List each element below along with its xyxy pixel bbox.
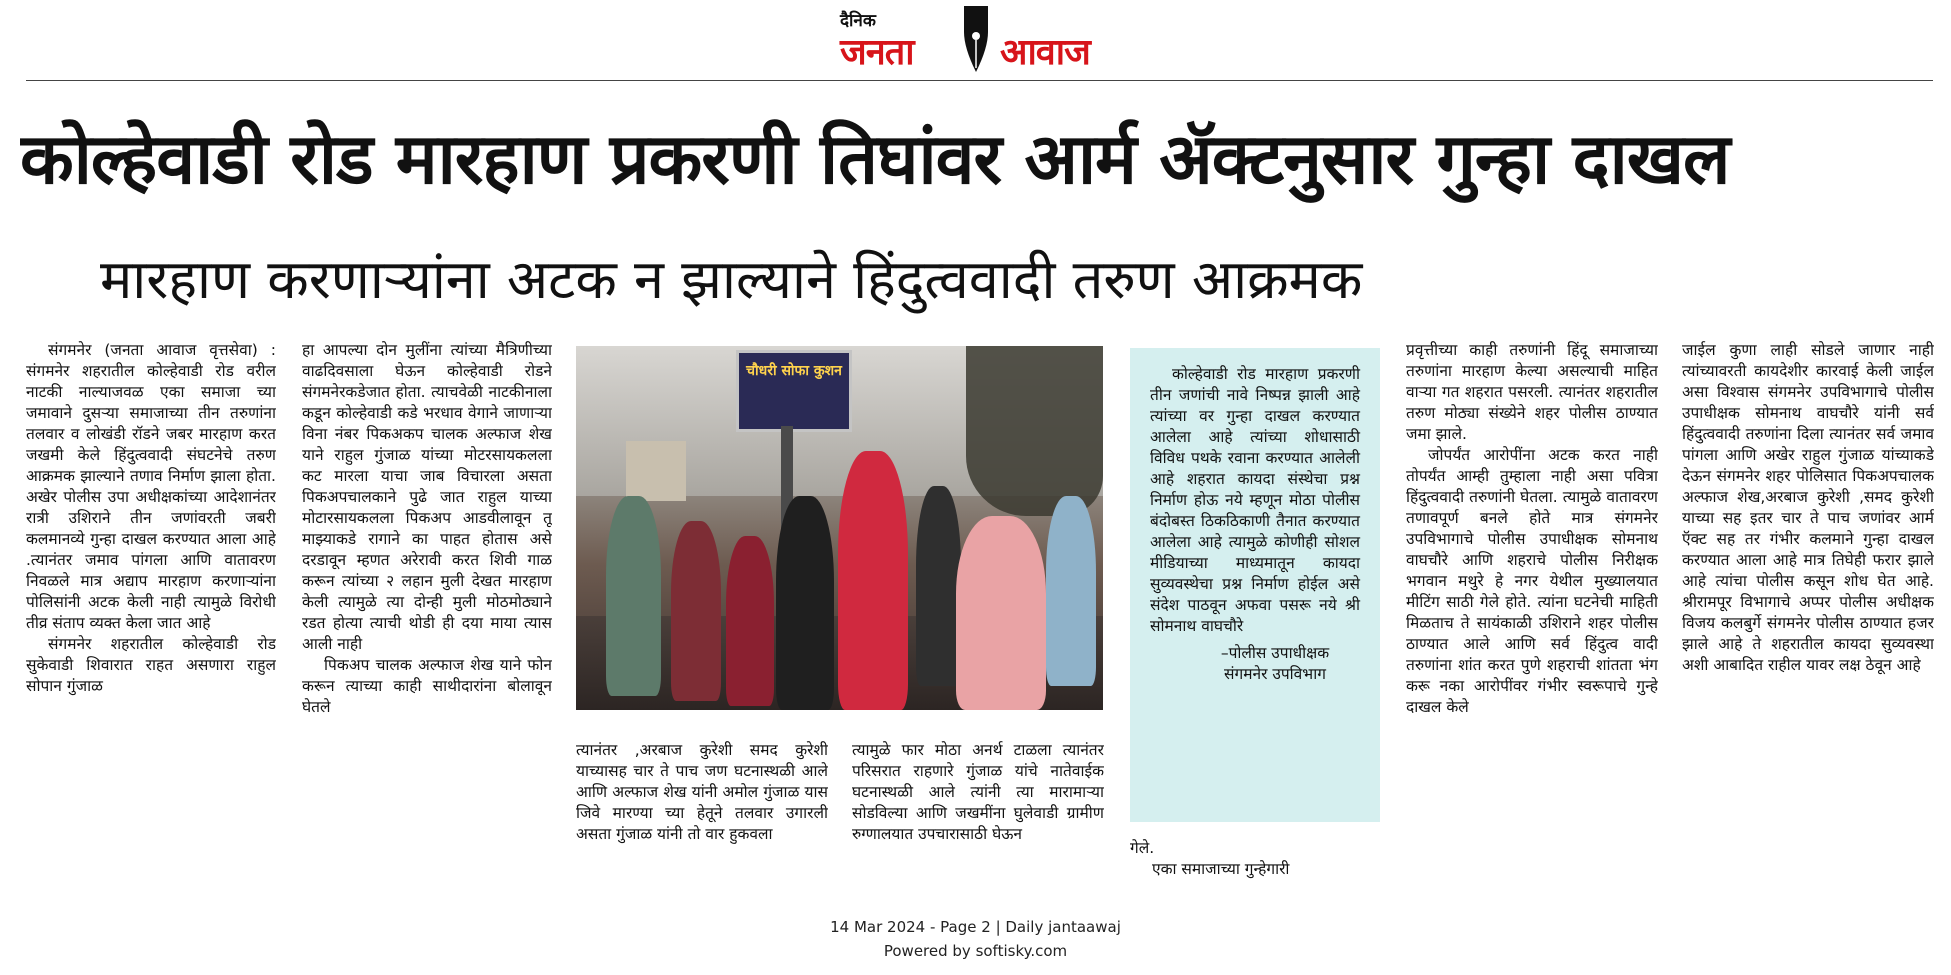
statement-text: कोल्हेवाडी रोड मारहाण प्रकरणी तीन जणांची नावे निष्पन्न झाली आहे त्यांच्या वर गुन्हा दाखल करण्यात आलेला आहे त्यांच्या शोधासाठी विविध पथके रवाना करण्यात आलेली आहे शहरात कायदा संस्थेचा प्रश्न निर्माण होऊ नये म्हणून मोठा पोलीस बंदोबस्त ठिकठिकाणी तैनात करण्यात आलेला आहे त्यामुळे कोणीही सोशल मीडियाच्या माध्यमातून कायदा सुव्यवस्थेचा प्रश्न निर्माण होईल असे संदेश पाठवून अफवा पसरू नये श्री सोमनाथ वाघचौरे — [1150, 365, 1360, 635]
article-column-5 — [1130, 838, 1380, 890]
paragraph: त्यामुळे फार मोठा अनर्थ टाळला त्यानंतर परिसरात राहणारे गुंजाळ यांचे नातेवाईक घटनास्थळी आले त्यांनी त्या मारामाऱ्या सोडविल्या आणि जखमींना घुलेवाडी ग्रामीण रुग्णालयात उपचारासाठी घेऊन — [852, 741, 1104, 843]
photo-person — [726, 536, 774, 706]
photo-shop-sign — [736, 350, 852, 432]
subheadline: मारहाण करणाऱ्यांना अटक न झाल्याने हिंदुत्ववादी तरुण आक्रमक — [100, 248, 1363, 311]
photo-person — [838, 451, 908, 710]
footer-powered-by: Powered by softisky.com — [883, 942, 1068, 960]
pen-nib-icon — [958, 2, 994, 74]
masthead-small: दैनिक — [840, 11, 876, 31]
signature-office: संगमनेर उपविभाग — [1224, 665, 1326, 683]
photo-tree — [966, 346, 1103, 516]
article-column-7 — [1682, 340, 1934, 890]
photo-sign-text: चौधरी सोफा कुशन — [746, 363, 842, 379]
paragraph: प्रवृत्तीच्या काही तरुणांनी हिंदू समाजाच्या तरुणांना मारहाण केल्या असल्याची माहित वाऱ्या गत शहरात पसरली. त्यानंतर शहरातील तरुण मोठ्या संख्येने शहर पोलीस ठाण्यात जमा झाले. — [1406, 341, 1658, 443]
photo-person — [776, 496, 834, 710]
paragraph: गेले. — [1130, 839, 1155, 857]
paragraph: हा आपल्या दोन मुलींना त्यांच्या मैत्रिणीच्या वाढदिवसाला घेऊन कोल्हेवाडी रोडने संगमनेरकडेजात होता. त्याचवेळी नाटकीनाला कडून कोल्हेवाडी कडे भरधाव वेगाने जाणाऱ्या विना नंबर पिकअकप चालक अल्फाज शेख याने राहुल गुंजाळ यांच्या मोटरसायकलला कट मारला याचा जाब विचारला असता पिकअपचालकाने पुढे जात राहुल याच्या मोटारसायकलला पिकअप आडवीलावून तू माझ्याकडे रागाने का पाहत होतास असे दरडावून म्हणत अरेरावी करत शिवी गाळ करून त्यांच्या २ लहान मुली देखत मारहाण केली त्यामुळे त्या दोन्ही मुली मोठमोठ्याने रडत होत्या त्याची थोडी ही दया माया त्यास आली नाही — [302, 341, 552, 653]
paragraph: एका समाजाच्या गुन्हेगारी — [1152, 860, 1290, 878]
paragraph: जोपर्यंत आरोपींना अटक करत नाही तोपर्यंत आम्ही तुम्हाला नाही असा पवित्रा हिंदुत्ववादी तरुणांनी घेतला. त्यामुळे वातावरण तणावपूर्ण बनले होते मात्र संगमनेर उपविभागाचे पोलीस उपाधीक्षक सोमनाथ वाघचौरे आणि शहराचे पोलीस निरीक्षक भगवान मथुरे हे नगर येथील मुख्यालयात मीटिंग साठी गेले होते. त्यांना घटनेची माहिती मिळताच ते सायंकाळी उशिराने शहर पोलीस ठाण्यात आले आणि सर्व हिंदुत्व वादी तरुणांना शांत करत पुणे शहराची शांतता भंग करू नका आरोपींवर गंभीर स्वरूपाचे गुन्हे दाखल केले — [1406, 446, 1658, 716]
photo-person — [916, 486, 961, 686]
article-column-6 — [1406, 340, 1658, 890]
paragraph: जाईल कुणा लाही सोडले जाणार नाही त्यांच्यावरती कायदेशीर कारवाई केली जाईल असा विश्वास संगमनेर उपविभागाचे पोलीस उपाधीक्षक सोमनाथ वाघचौरे यांनी सर्व हिंदुत्ववादी तरुणांना दिला त्यानंतर सर्व जमाव पांगला आणि अखेर राहुल गुंजाळ यांच्याकडे देऊन संगमनेर शहर पोलिसात पिकअपचालक अल्फाज शेख,अरबाज कुरेशी ,समद कुरेशी याच्या सह इतर चार ते पाच जणांवर आर्म ऍक्ट सह तर गंभीर कलमाने गुन्हा दाखल करण्यात आला आहे मात्र तिघेही फरार झाले आहे त्यांचा पोलीस कसून शोध घेत आहे. श्रीरामपूर विभागाचे अप्पर पोलीस अधीक्षक विजय कलबुर्गे संगमनेर पोलीस ठाण्यात हजर झाले आहे ते शहरातील कायदा सुव्यवस्था अशी आबादित राहील यावर लक्ष ठेवून आहे — [1682, 341, 1934, 674]
article-column-2 — [302, 340, 552, 890]
photo-building — [626, 441, 686, 501]
article-column-4 — [852, 740, 1104, 890]
headline: कोल्हेवाडी रोड मारहाण प्रकरणी तिघांवर आर्म ॲक्टनुसार गुन्हा दाखल — [20, 118, 1730, 200]
paragraph: त्यानंतर ,अरबाज कुरेशी समद कुरेशी याच्यासह चार ते पाच जण घटनास्थळी आले आणि अल्फाज शेख यांनी अमोल गुंजाळ यास जिवे मारण्या च्या हेतूने तलवार उगारली असता गुंजाळ यांनी तो वार हुकवला — [576, 741, 828, 843]
masthead-rule — [26, 80, 1933, 81]
paragraph: संगमनेर (जनता आवाज वृत्तसेवा) : संगमनेर शहरातील कोल्हेवाडी रोड वरील नाटकी नाल्याजवळ एका समाजा च्या जमावाने दुसऱ्या समाजाच्या तीन तरुणांना तलवार व लोखंडी रॉडने जबर मारहाण करत जखमी केले हिंदुत्ववादी संघटनेचे तरुण आक्रमक झाल्याने तणाव निर्माण झाला होता. अखेर पोलीस उपा अधीक्षकांच्या आदेशानंतर रात्री उशिराने तीन जणांवरती जबरी कलमानव्ये गुन्हा दाखल करण्यात आला आहे .त्यानंतर जमाव पांगला आणि वातावरण निवळले मात्र अद्याप मारहाण करणाऱ्यांना पोलिसांनी अटक केली नाही त्यामुळे विरोधी तीव्र संताप व्यक्त केला जात आहे — [26, 341, 276, 632]
masthead — [0, 0, 1951, 80]
masthead-name-right: आवाज — [1000, 32, 1090, 73]
footer-date-line: 14 Mar 2024 - Page 2 | Daily jantaawaj — [830, 918, 1121, 936]
signature-title: –पोलीस उपाधीक्षक — [1220, 644, 1330, 662]
police-statement-box — [1130, 348, 1380, 822]
article-column-3 — [576, 740, 828, 890]
article-column-1 — [26, 340, 276, 890]
masthead-name-left: जनता — [840, 32, 914, 73]
photo-person — [606, 496, 661, 696]
news-photo — [576, 346, 1103, 710]
photo-person — [1046, 496, 1096, 686]
photo-person — [671, 521, 721, 701]
statement-signature — [1150, 643, 1360, 685]
paragraph: पिकअप चालक अल्फाज शेख याने फोन करून त्याच्या काही साथीदारांना बोलावून घेतले — [302, 656, 552, 716]
paragraph: संगमनेर शहरातील कोल्हेवाडी रोड सुकेवाडी शिवारात राहत असणारा राहुल सोपान गुंजाळ — [26, 635, 276, 695]
photo-person — [956, 516, 1046, 710]
